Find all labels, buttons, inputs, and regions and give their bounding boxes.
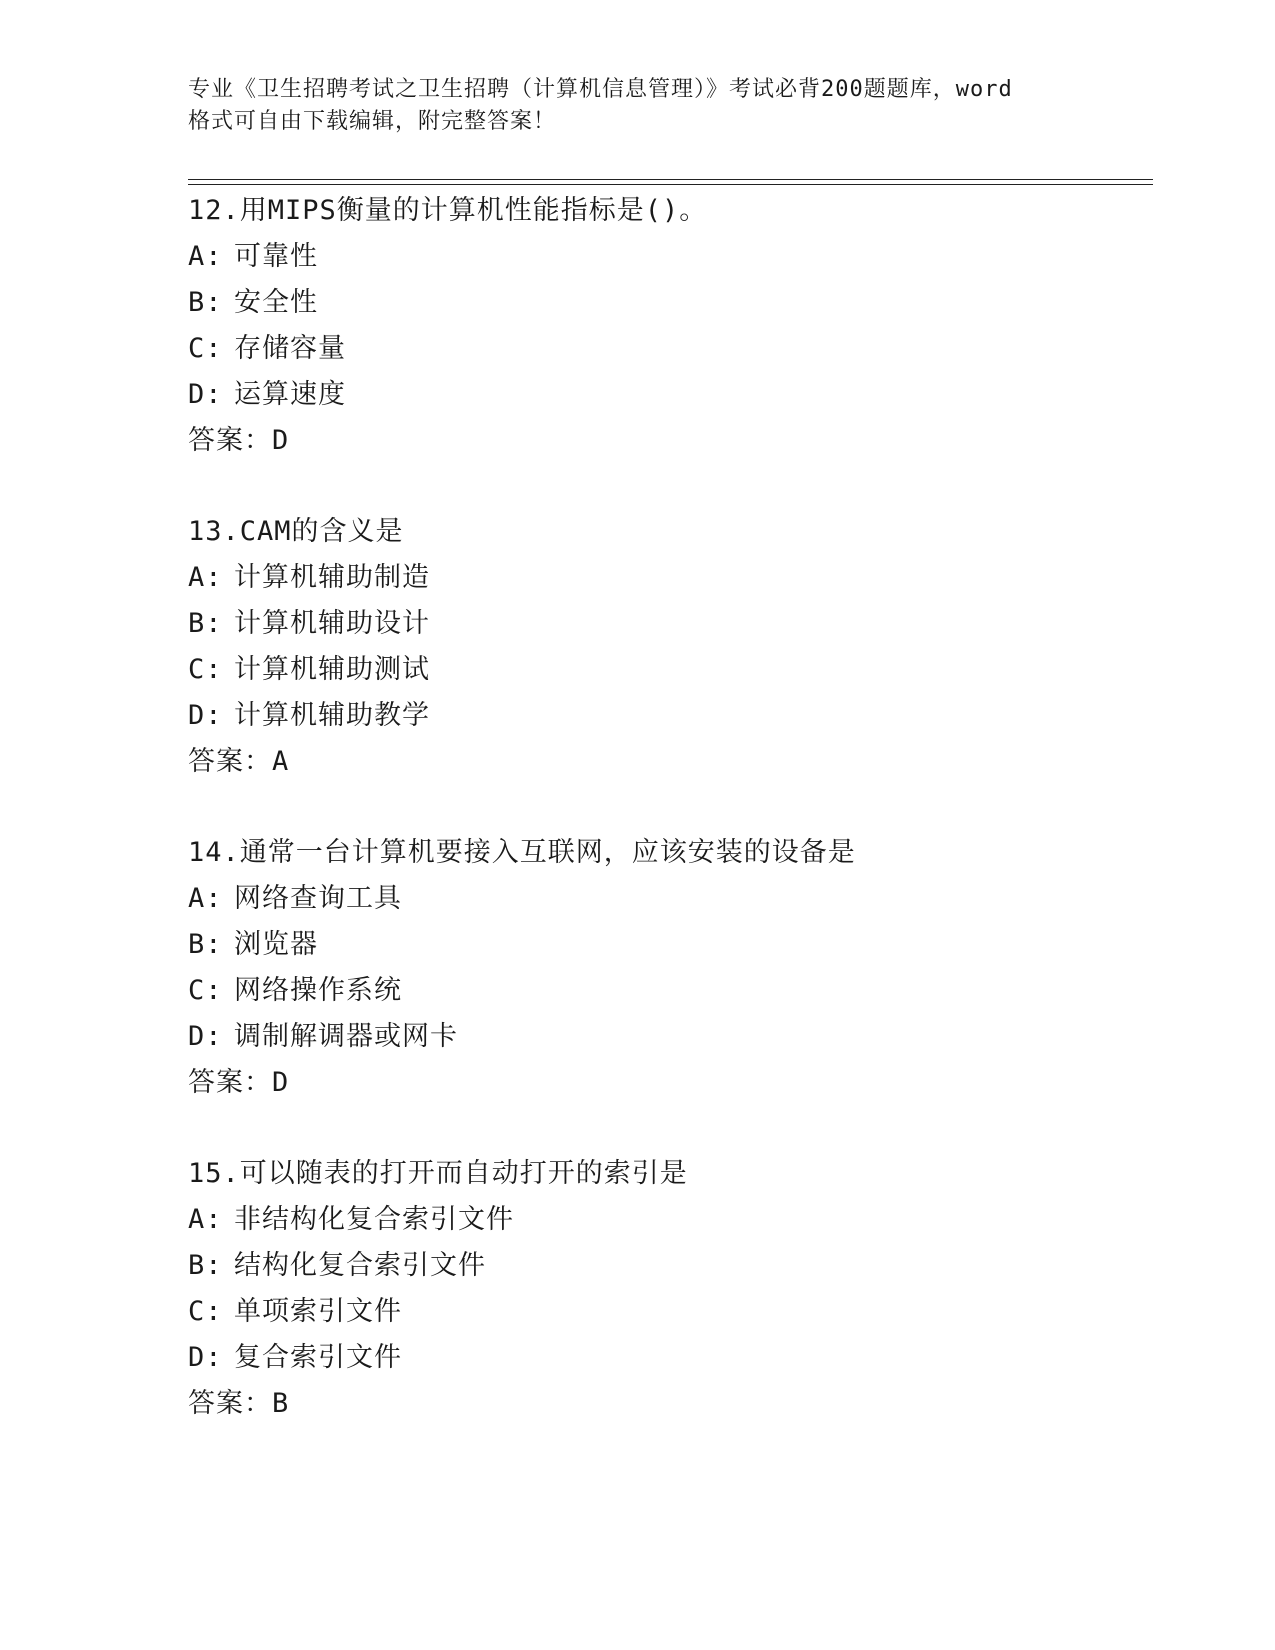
option-text: 复合索引文件 xyxy=(234,1342,402,1373)
option-c xyxy=(188,1289,1148,1335)
document-header xyxy=(188,74,1088,138)
option-letter: D: xyxy=(188,1021,223,1052)
header-title-line-2: 格式可自由下载编辑，附完整答案！ xyxy=(188,109,557,134)
option-letter: C: xyxy=(188,1296,223,1327)
option-letter: C: xyxy=(188,975,223,1006)
option-text: 可靠性 xyxy=(234,241,318,272)
option-text: 存储容量 xyxy=(234,333,346,364)
option-text: 计算机辅助教学 xyxy=(234,700,430,731)
option-b xyxy=(188,1243,1148,1289)
option-b xyxy=(188,922,1148,968)
question-stem: 12.用MIPS衡量的计算机性能指标是()。 xyxy=(188,195,708,226)
option-c xyxy=(188,647,1148,693)
question-item xyxy=(188,1151,1148,1427)
question-stem: 15.可以随表的打开而自动打开的索引是 xyxy=(188,1158,688,1189)
option-letter: D: xyxy=(188,700,223,731)
option-d xyxy=(188,1335,1148,1381)
question-list xyxy=(188,188,1148,1427)
option-text: 调制解调器或网卡 xyxy=(234,1021,458,1052)
option-text: 网络操作系统 xyxy=(234,975,402,1006)
option-text: 计算机辅助测试 xyxy=(234,654,430,685)
option-text: 计算机辅助制造 xyxy=(234,562,430,593)
option-a xyxy=(188,1197,1148,1243)
option-c xyxy=(188,968,1148,1014)
option-c xyxy=(188,326,1148,372)
option-text: 非结构化复合索引文件 xyxy=(234,1204,514,1235)
option-text: 网络查询工具 xyxy=(234,883,402,914)
answer-line: 答案：A xyxy=(188,746,290,777)
option-d xyxy=(188,372,1148,418)
option-b xyxy=(188,601,1148,647)
option-letter: C: xyxy=(188,654,223,685)
question-item xyxy=(188,188,1148,464)
option-text: 浏览器 xyxy=(234,929,318,960)
question-item xyxy=(188,509,1148,785)
option-text: 安全性 xyxy=(234,287,318,318)
option-letter: A: xyxy=(188,562,223,593)
option-letter: B: xyxy=(188,1250,223,1281)
question-item xyxy=(188,830,1148,1106)
option-letter: B: xyxy=(188,287,223,318)
option-d xyxy=(188,1014,1148,1060)
option-a xyxy=(188,876,1148,922)
option-a xyxy=(188,555,1148,601)
header-divider-top xyxy=(188,179,1153,180)
option-letter: B: xyxy=(188,929,223,960)
option-text: 单项索引文件 xyxy=(234,1296,402,1327)
option-letter: A: xyxy=(188,241,223,272)
answer-line: 答案：D xyxy=(188,425,290,456)
option-b xyxy=(188,280,1148,326)
question-stem: 14.通常一台计算机要接入互联网，应该安装的设备是 xyxy=(188,837,856,868)
option-letter: D: xyxy=(188,379,223,410)
option-a xyxy=(188,234,1148,280)
option-letter: A: xyxy=(188,883,223,914)
option-letter: A: xyxy=(188,1204,223,1235)
header-title-line-1: 专业《卫生招聘考试之卫生招聘（计算机信息管理）》考试必背200题题库，word xyxy=(188,77,1013,102)
option-text: 结构化复合索引文件 xyxy=(234,1250,486,1281)
option-letter: D: xyxy=(188,1342,223,1373)
header-divider-bottom xyxy=(188,184,1153,185)
option-d xyxy=(188,693,1148,739)
option-text: 运算速度 xyxy=(234,379,346,410)
answer-line: 答案：D xyxy=(188,1067,290,1098)
answer-line: 答案：B xyxy=(188,1388,290,1419)
option-letter: C: xyxy=(188,333,223,364)
option-letter: B: xyxy=(188,608,223,639)
question-stem: 13.CAM的含义是 xyxy=(188,516,404,547)
option-text: 计算机辅助设计 xyxy=(234,608,430,639)
